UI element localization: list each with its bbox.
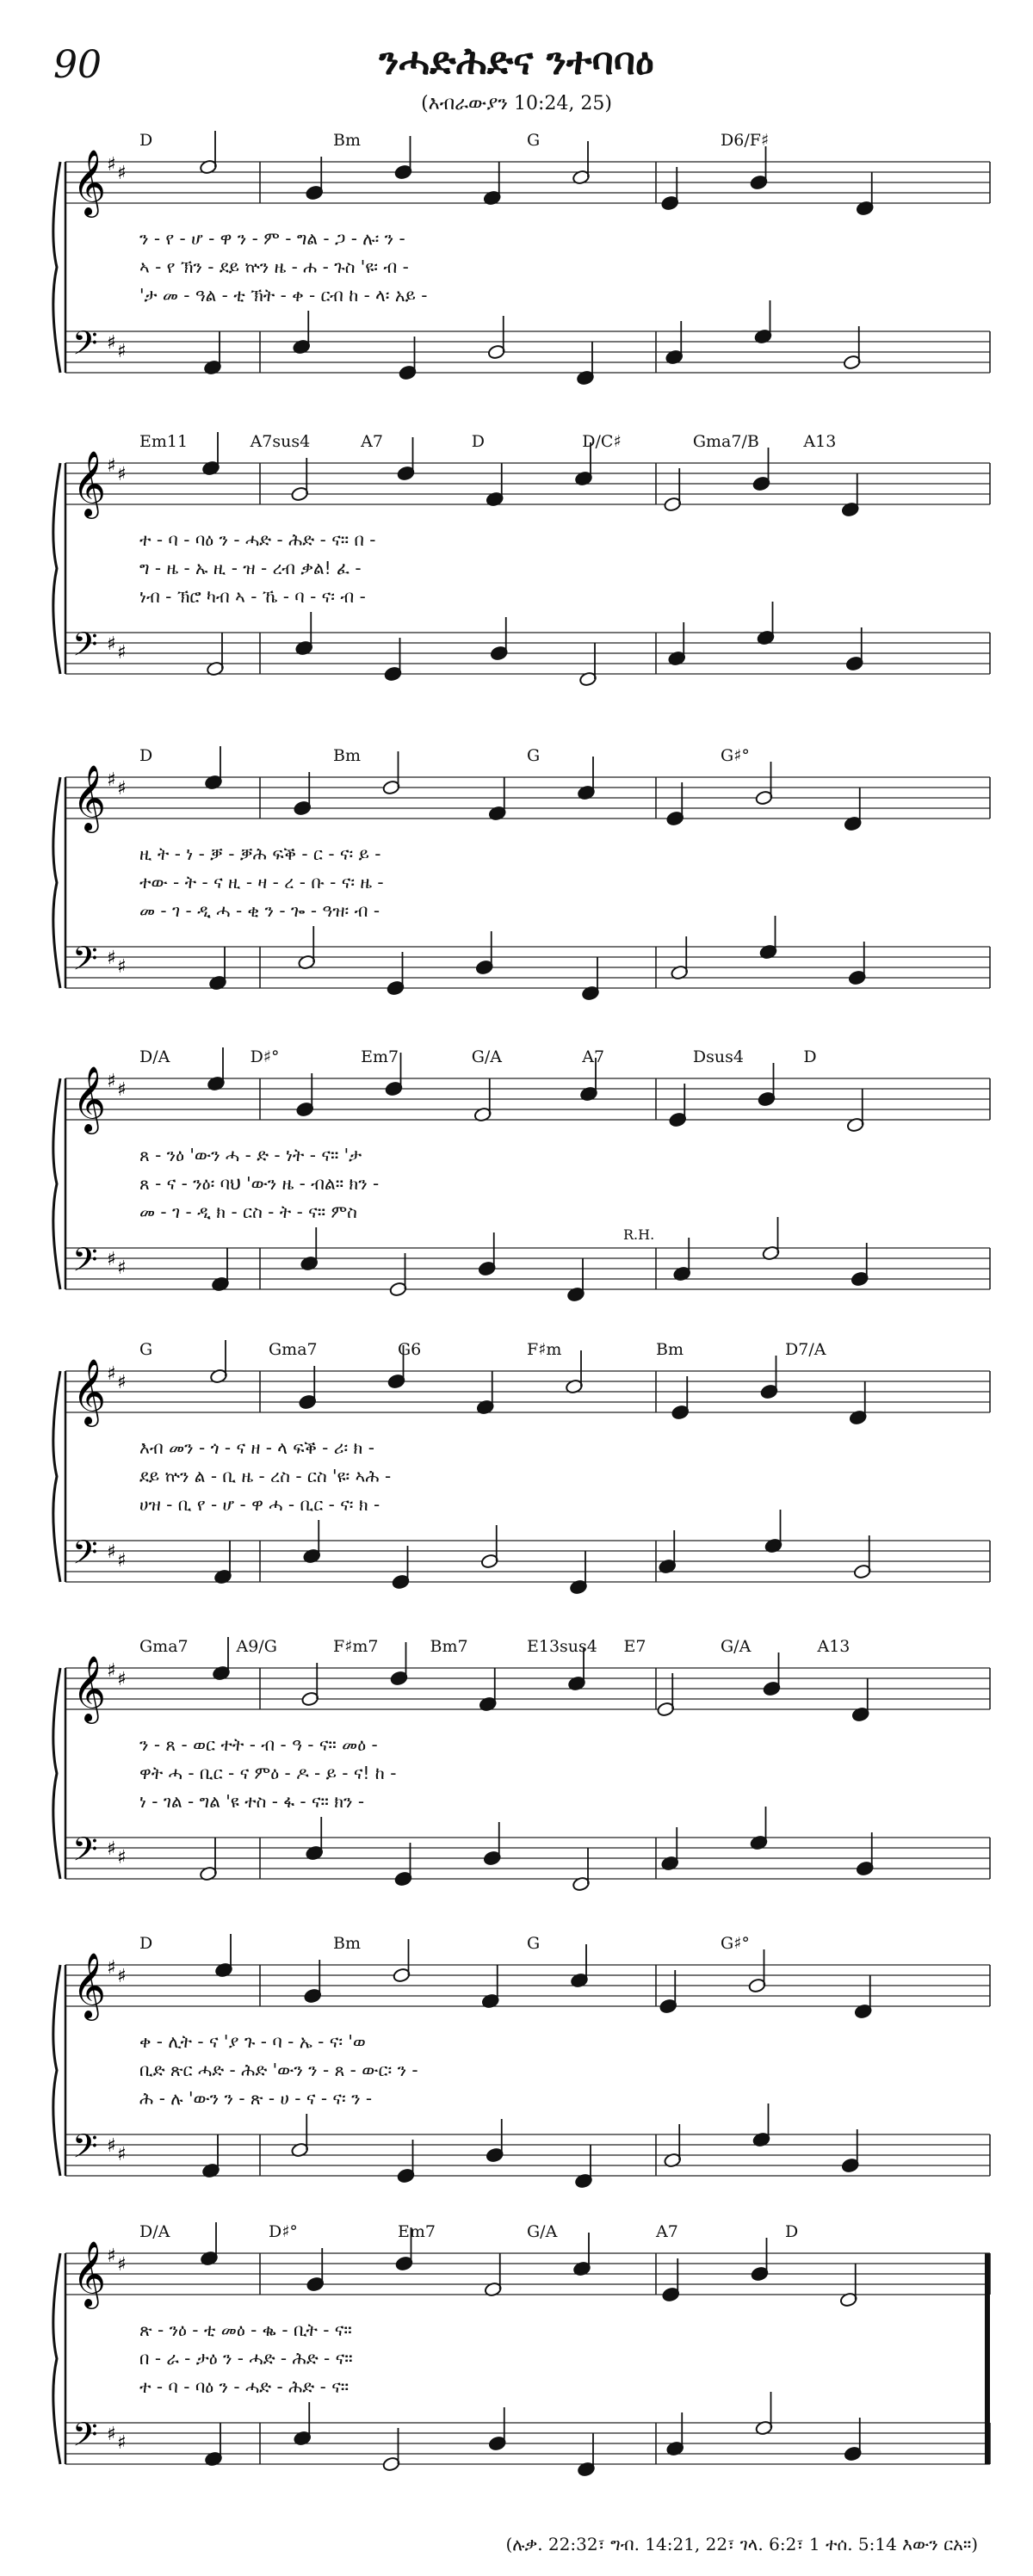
chord-symbol: Em7	[398, 2222, 436, 2241]
key-sharp-icon: ♯	[107, 948, 116, 969]
bass-clef-icon: 𝄢	[72, 2127, 98, 2173]
chord-symbol: Em7	[361, 1047, 399, 1066]
key-sharp-icon: ♯	[117, 1966, 127, 1987]
chord-symbol: G	[527, 1934, 541, 1953]
chord-symbol: D	[785, 2222, 799, 2241]
key-sharp-icon: ♯	[107, 1363, 116, 1385]
lyric-line-3: መ - ገ - ዲ ክ - ርስ - ት - ና። ምስ	[139, 1202, 357, 1222]
key-sharp-icon: ♯	[117, 2432, 127, 2454]
staff-system-1	[53, 129, 992, 439]
treble-clef-icon: 𝄞	[72, 450, 107, 516]
chord-symbol: D	[803, 1047, 817, 1066]
key-sharp-icon: ♯	[107, 1660, 116, 1682]
brace-icon	[53, 1668, 60, 1879]
chord-symbol: G/A	[471, 1047, 503, 1066]
system-1	[53, 129, 992, 439]
lyric-line-1: ጸ - ንዕ 'ውን ሓ - ድ - ነት - ና። 'ታ	[139, 1145, 362, 1165]
lyric-line-2: ተው - ት - ና ዚ - ዛ - ረ - ቡ - ና፡ ዜ -	[139, 872, 384, 893]
rh-annotation: R.H.	[623, 1226, 655, 1243]
brace-icon	[53, 1371, 60, 1582]
key-sharp-icon: ♯	[107, 633, 116, 655]
lyric-line-3: ሕ - ሉ 'ውን ን - ጽ - ሀ - ና - ና፡ ን -	[139, 2088, 373, 2109]
brace-icon	[53, 2253, 60, 2464]
brace-icon	[53, 162, 60, 373]
staff-system-6	[53, 1635, 992, 1945]
treble-clef-icon: 𝄞	[72, 149, 107, 215]
lyric-line-3: መ - ገ - ዲ ሓ - ቂ ን - ጐ - ዓዝ፡ ብ -	[139, 900, 380, 921]
chord-symbol: Bm7	[430, 1637, 468, 1656]
chord-symbol: E13sus4	[527, 1637, 597, 1656]
key-sharp-icon: ♯	[117, 2254, 127, 2276]
key-sharp-icon: ♯	[117, 1847, 127, 1869]
key-sharp-icon: ♯	[117, 1550, 127, 1572]
chord-symbol: G♯°	[721, 1934, 750, 1953]
lyric-line-3: ሀዝ - ቢ የ - ሆ - ዋ ሓ - ቢር - ና፡ ክ -	[139, 1494, 380, 1515]
brace-icon	[53, 463, 60, 674]
key-sharp-icon: ♯	[107, 1249, 116, 1270]
bass-clef-icon: 𝄢	[72, 324, 98, 370]
lyric-line-3: 'ታ መ - ዓል - ቲ ኽት - ቀ - ርብ ከ - ላ፡ አይ -	[139, 285, 428, 306]
chord-symbol: Gma7/B	[692, 432, 759, 451]
chord-symbol: G/A	[721, 1637, 752, 1656]
key-sharp-icon: ♯	[117, 1257, 127, 1279]
chord-symbol: F♯m7	[333, 1637, 379, 1656]
treble-clef-icon: 𝄞	[72, 1655, 107, 1721]
lyric-line-3: ነብ - ኽሮ ካብ ኣ - ኼ - ባ - ና፡ ብ -	[139, 586, 366, 607]
system-3	[53, 744, 992, 1054]
key-sharp-icon: ♯	[107, 2135, 116, 2157]
key-sharp-icon: ♯	[107, 769, 116, 791]
chord-symbol: G/A	[527, 2222, 558, 2241]
chord-symbol: A7	[656, 2222, 678, 2241]
chord-symbol: G	[527, 746, 541, 765]
bass-clef-icon: 𝄢	[72, 1830, 98, 1876]
lyric-line-2: ኣ - የ ኽን - ደይ ኵን ዜ - ሐ - ጉስ 'ዩ፡ ብ -	[139, 256, 409, 277]
treble-clef-icon: 𝄞	[72, 764, 107, 831]
chord-symbol: A9/G	[236, 1637, 277, 1656]
chord-symbol: G	[139, 1340, 153, 1359]
brace-icon	[53, 777, 60, 988]
treble-clef-icon: 𝄞	[72, 1358, 107, 1424]
key-sharp-icon: ♯	[117, 1669, 127, 1690]
chord-symbol: A7	[361, 432, 383, 451]
page-title: ንሓድሕድና ንተባባዕ	[379, 40, 654, 83]
bass-clef-icon: 𝄢	[72, 939, 98, 985]
lyric-line-1: ጽ - ንዕ - ቲ መዕ - ቈ - ቢት - ና።	[139, 2320, 352, 2340]
chord-symbol: D	[471, 432, 485, 451]
system-2	[53, 430, 992, 740]
chord-symbol: Bm	[656, 1340, 684, 1359]
chord-symbol: F♯m	[527, 1340, 562, 1359]
bass-clef-icon: 𝄢	[72, 1240, 98, 1287]
lyric-line-3: ነ - ገል - ግል 'ዩ ተስ - ፋ - ና። ክን -	[139, 1791, 365, 1812]
lyric-line-2: ቢድ ጽር ሓድ - ሕድ 'ውን ን - ጸ - ውር፡ ን -	[139, 2060, 418, 2080]
staff-system-8	[53, 2221, 992, 2530]
chord-symbol: G♯°	[721, 746, 750, 765]
key-sharp-icon: ♯	[107, 1957, 116, 1979]
lyric-line-1: ዚ ት - ነ - ቓ - ቓሕ ፍቕ - ር - ና፡ ይ -	[139, 843, 381, 864]
chord-symbol: D7/A	[785, 1340, 826, 1359]
chord-symbol: A7	[582, 1047, 605, 1066]
bass-clef-icon: 𝄢	[72, 625, 98, 671]
staff-system-4	[53, 1046, 992, 1356]
chord-symbol: D/A	[139, 2222, 170, 2241]
lyric-line-2: ደይ ኵን ል - ቢ ዜ - ረስ - ርስ 'ዩ፡ ኣሕ -	[139, 1466, 392, 1486]
page-number: 90	[53, 43, 102, 87]
key-sharp-icon: ♯	[117, 1372, 127, 1393]
chord-symbol: G6	[398, 1340, 422, 1359]
key-sharp-icon: ♯	[107, 1071, 116, 1092]
chord-symbol: G	[527, 131, 541, 150]
chord-symbol: D	[139, 1934, 153, 1953]
chord-symbol: D♯°	[269, 2222, 298, 2241]
lyric-line-2: ግ - ዜ - ኡ ዚ - ዝ - ረብ ቃል! ፈ -	[139, 558, 362, 578]
chord-symbol: Em11	[139, 432, 189, 451]
chord-symbol: Gma7	[139, 1637, 189, 1656]
chord-symbol: D/C♯	[582, 432, 622, 451]
chord-symbol: D	[139, 131, 153, 150]
staff-system-3	[53, 744, 992, 1054]
key-sharp-icon: ♯	[117, 778, 127, 800]
chord-symbol: Dsus4	[692, 1047, 744, 1066]
footer-references: (ሉቃ. 22:32፣ ግብ. 14:21, 22፣ ገላ. 6:2፣ 1 ተሰ. 5:14 እውን ርአ።)	[505, 2534, 978, 2554]
lyric-line-3: ተ - ባ - ባዕ ን - ሓድ - ሕድ - ና።	[139, 2376, 349, 2397]
chord-symbol: Bm	[333, 131, 361, 150]
key-sharp-icon: ♯	[117, 642, 127, 664]
lyric-line-1: እብ መን - ጎ - ና ዘ - ላ ፍቕ - ሪ፡ ክ -	[139, 1437, 374, 1458]
lyric-line-2: በ - ራ - ታዕ ን - ሓድ - ሕድ - ና።	[139, 2348, 353, 2369]
chord-symbol: D6/F♯	[721, 131, 770, 150]
staff-system-2	[53, 430, 992, 740]
staff-system-5	[53, 1338, 992, 1648]
lyric-line-1: ቀ - ሊት - ና 'ያ ጉ - ባ - ኤ - ና፡ 'ወ	[139, 2031, 366, 2052]
brace-icon	[53, 1965, 60, 2176]
lyric-line-2: ጸ - ና - ንዕ፡ ባህ 'ውን ዜ - ብል። ክን -	[139, 1173, 380, 1194]
key-sharp-icon: ♯	[107, 455, 116, 477]
system-7	[53, 1932, 992, 2242]
lyric-line-2: ዋት ሓ - ቢር - ና ምዕ - ዶ - ይ - ና! ከ -	[139, 1763, 397, 1783]
chord-symbol: D/A	[139, 1047, 170, 1066]
chord-symbol: Gma7	[269, 1340, 318, 1359]
treble-clef-icon: 𝄞	[72, 2240, 107, 2307]
lyric-line-1: ን - ጸ - ወር ተት - ብ - ዓ - ና። መዕ -	[139, 1734, 378, 1755]
key-sharp-icon: ♯	[107, 2246, 116, 2267]
page-subtitle: (እብራውያን 10:24, 25)	[421, 93, 612, 114]
system-4	[53, 1046, 992, 1356]
chord-symbol: Bm	[333, 746, 361, 765]
key-sharp-icon: ♯	[117, 341, 127, 362]
lyric-line-1: ን - የ - ሆ - ዋ ን - ም - ግል - ጋ - ሉ፡ ን -	[139, 228, 405, 249]
system-8	[53, 2221, 992, 2530]
key-sharp-icon: ♯	[117, 2144, 127, 2165]
staff-system-7	[53, 1932, 992, 2242]
brace-icon	[53, 1078, 60, 1289]
key-sharp-icon: ♯	[117, 1079, 127, 1101]
chord-symbol: D	[139, 746, 153, 765]
key-sharp-icon: ♯	[107, 332, 116, 354]
chord-symbol: A13	[817, 1637, 851, 1656]
key-sharp-icon: ♯	[117, 956, 127, 978]
bass-clef-icon: 𝄢	[72, 2415, 98, 2462]
chord-symbol: Bm	[333, 1934, 361, 1953]
treble-clef-icon: 𝄞	[72, 1952, 107, 2018]
key-sharp-icon: ♯	[107, 1838, 116, 1860]
key-sharp-icon: ♯	[107, 2424, 116, 2445]
chord-symbol: A7sus4	[250, 432, 311, 451]
key-sharp-icon: ♯	[117, 163, 127, 184]
chord-symbol: E7	[623, 1637, 646, 1656]
system-5	[53, 1338, 992, 1648]
bass-clef-icon: 𝄢	[72, 1533, 98, 1579]
chord-symbol: D♯°	[250, 1047, 280, 1066]
key-sharp-icon: ♯	[107, 1541, 116, 1563]
key-sharp-icon: ♯	[107, 154, 116, 176]
treble-clef-icon: 𝄞	[72, 1066, 107, 1132]
system-6	[53, 1635, 992, 1945]
key-sharp-icon: ♯	[117, 464, 127, 485]
lyric-line-1: ተ - ባ - ባዕ ን - ሓድ - ሕድ - ና። በ -	[139, 529, 376, 550]
chord-symbol: A13	[803, 432, 837, 451]
